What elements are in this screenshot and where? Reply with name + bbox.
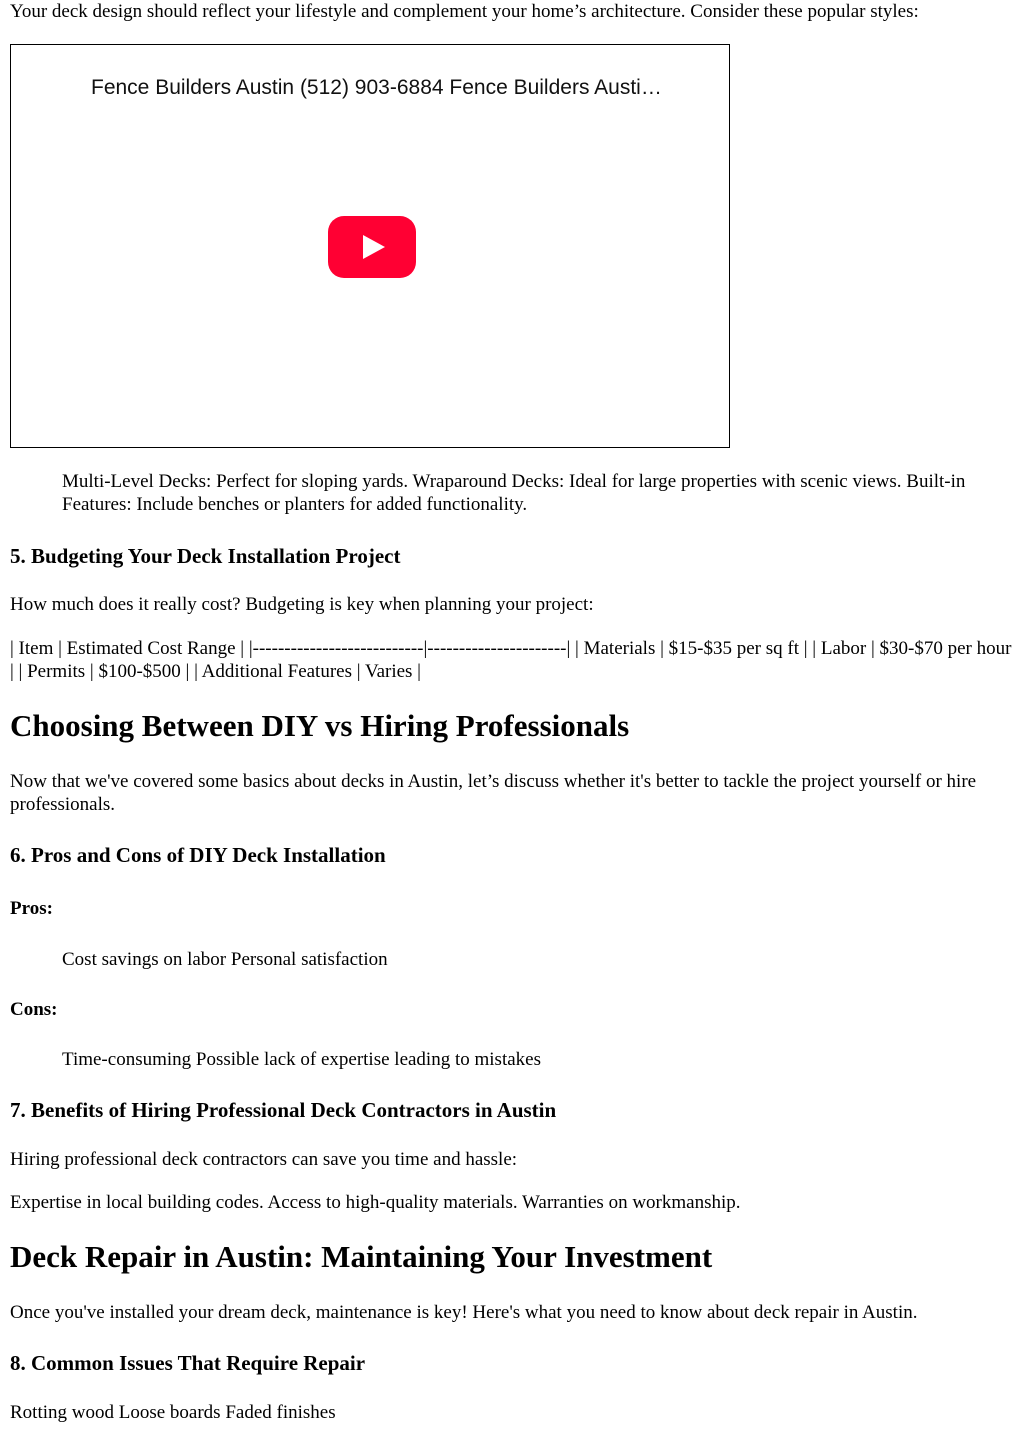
deck-styles-list: Multi-Level Decks: Perfect for sloping yards. Wraparound Decks: Ideal for large properties with scenic views. Built-in Features: Include benches or planters for added functionality. bbox=[62, 471, 966, 515]
benefits-list: Expertise in local building codes. Access to high-quality materials. Warranties on workmanship. bbox=[10, 1192, 741, 1213]
repair-issues-list: Rotting wood Loose boards Faded finishes bbox=[10, 1402, 336, 1423]
play-icon bbox=[363, 235, 385, 259]
deck-repair-intro: Once you've installed your dream deck, maintenance is key! Here's what you need to know about deck repair in Austin. bbox=[10, 1302, 918, 1323]
play-button[interactable] bbox=[328, 216, 416, 278]
deck-repair-heading: Deck Repair in Austin: Maintaining Your Investment bbox=[10, 1239, 713, 1274]
pros-label: Pros: bbox=[10, 898, 53, 919]
section-5-heading: 5. Budgeting Your Deck Installation Project bbox=[10, 544, 401, 568]
cons-label: Cons: bbox=[10, 999, 58, 1020]
cons-list: Time-consuming Possible lack of expertise leading to mistakes bbox=[62, 1049, 541, 1070]
diy-vs-pro-heading: Choosing Between DIY vs Hiring Professionals bbox=[10, 708, 630, 743]
pros-list: Cost savings on labor Personal satisfaction bbox=[62, 949, 388, 970]
section-8-heading: 8. Common Issues That Require Repair bbox=[10, 1351, 366, 1375]
section-7-intro: Hiring professional deck contractors can save you time and hassle: bbox=[10, 1149, 518, 1170]
diy-vs-pro-intro: Now that we've covered some basics about decks in Austin, let’s discuss whether it's better to tackle the project yourself or hire professionals. bbox=[10, 771, 977, 815]
section-6-heading: 6. Pros and Cons of DIY Deck Installation bbox=[10, 843, 386, 867]
intro-paragraph: Your deck design should reflect your lifestyle and complement your home’s architecture. Consider these popular styles: bbox=[10, 1, 919, 22]
section-5-intro: How much does it really cost? Budgeting is key when planning your project: bbox=[10, 594, 594, 615]
video-title[interactable]: Fence Builders Austin (512) 903-6884 Fence Builders Austi… bbox=[91, 76, 662, 99]
cost-table-text: | Item | Estimated Cost Range | |---------------------------|----------------------| | Materials | $15-$35 per sq ft | | Labor | $30-$70 per hour | | Permits | $100-$500 | | Additional Features | Varies | bbox=[10, 638, 1012, 682]
section-7-heading: 7. Benefits of Hiring Professional Deck Contractors in Austin bbox=[10, 1098, 557, 1122]
video-embed[interactable] bbox=[10, 44, 730, 448]
